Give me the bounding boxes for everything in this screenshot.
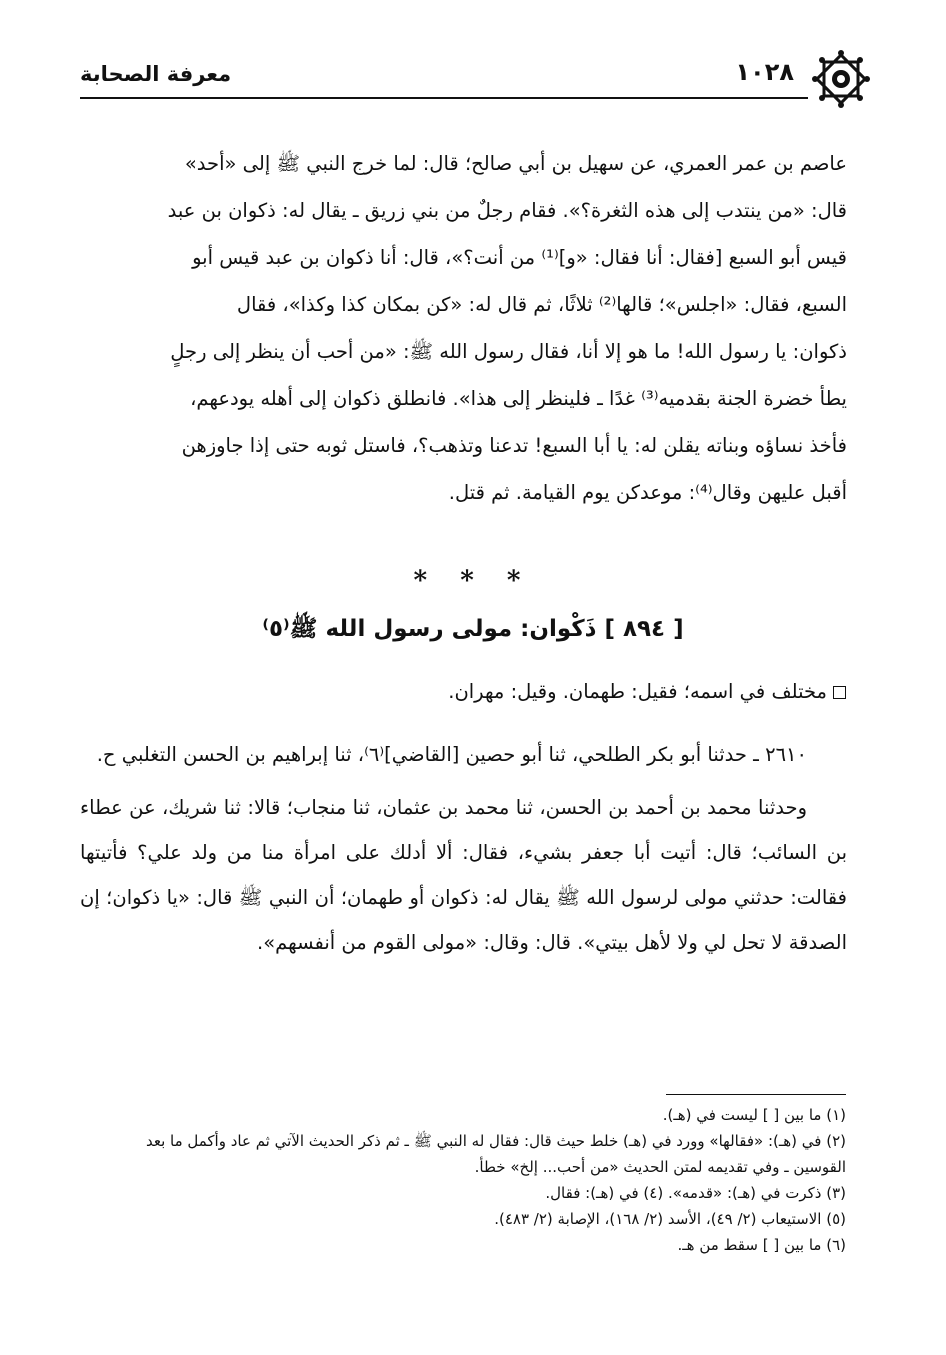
footnote: (٥) الاستيعاب (٢/ ٤٩)، الأسد (٢/ ١٦٨)، الإصابة (٢/ ٤٨٣). bbox=[494, 1210, 846, 1228]
intro-note bbox=[448, 680, 846, 703]
footnote-divider bbox=[666, 1094, 846, 1095]
text-line: فأخذ نساؤه وبناته يقلن له: يا أبا السبع! تدعنا وتذهب؟، فاستل ثوبه حتى إذا جاوزهن bbox=[181, 434, 847, 457]
footnote: (٣) ذكرت في (هـ): «قدمه». (٤) في (هـ): فقال. bbox=[545, 1184, 846, 1202]
footnote: (٦) ما بين [ ] سقط من هـ. bbox=[677, 1236, 846, 1254]
text-line: السبع، فقال: «اجلس»؛ قالها⁽²⁾ ثلاثًا، ثم قال له: «كن بمكان كذا وكذا»، فقال bbox=[236, 293, 847, 316]
page-header bbox=[80, 56, 872, 96]
footnotes bbox=[96, 1102, 846, 1258]
book-title: معرفة الصحابة bbox=[80, 62, 232, 86]
ornament-icon bbox=[810, 48, 872, 110]
text-line: أقبل عليهن وقال⁽⁴⁾: موعدكن يوم القيامة. ثم قتل. bbox=[448, 481, 847, 504]
header-divider bbox=[80, 97, 808, 99]
text-line: ذكوان: يا رسول الله! ما هو إلا أنا، فقال رسول الله ﷺ: «من أحب أن ينظر إلى رجلٍ bbox=[170, 340, 847, 363]
hadith-paragraph: وحدثنا محمد بن أحمد بن الحسن، ثنا محمد بن عثمان، ثنا منجاب؛ قالا: ثنا شريك، عن عطاء بن السائب؛ قال: أتيت أبا جعفر بشيء، فقال: ألا أدلك على امرأة منا من ولد علي؟ فأتيتها فقالت: حدثني مولى لرسول الله ﷺ يقال له: ذكوان أو طهمان؛ أن النبي ﷺ قال: «يا ذكوان؛ إن الصدقة لا تحل لي ولا لأهل بيتي». قال: وقال: «مولى القوم من أنفسهم». bbox=[80, 796, 847, 954]
section-separator: * * * bbox=[413, 566, 533, 596]
square-bullet-icon bbox=[833, 686, 846, 699]
hadith-paragraph: ٢٦١٠ ـ حدثنا أبو بكر الطلحي، ثنا أبو حصين [القاضي]⁽٦⁾، ثنا إبراهيم بن الحسن التغلبي ح. bbox=[96, 743, 807, 766]
main-text bbox=[80, 140, 847, 516]
text-line: قال: «من ينتدب إلى هذه الثغرة؟». فقام رجلٌ من بني زريق ـ يقال له: ذكوان بن عبد bbox=[167, 199, 847, 222]
page-number: ١٠٢٨ bbox=[735, 58, 794, 86]
footnote: (١) ما بين [ ] ليست في (هـ). bbox=[662, 1106, 846, 1124]
text-line: قيس أبو السبع [فقال: أنا فقال: «و]⁽¹⁾ من أنت؟»، قال: أنا ذكوان بن عبد قيس أبو bbox=[192, 246, 847, 269]
footnote: (٢) في (هـ): «فقالها» وورد في (هـ) خلط حيث قال: فقال له النبي ﷺ ـ ثم ذكر الحديث الآتي ثم عاد وأكمل ما بعد القوسين ـ وفي تقديمه لمتن الحديث «من أحب... إلخ» خطأ. bbox=[145, 1132, 846, 1176]
intro-text: مختلف في اسمه؛ فقيل: طهمان. وقيل: مهران. bbox=[448, 680, 827, 703]
text-line: يطأ خضرة الجنة بقدميه⁽³⁾ غدًا ـ فلينظر إلى هذا». فانطلق ذكوان إلى أهله يودعهم، bbox=[190, 387, 847, 410]
section-heading: [ ٨٩٤ ] ذَكْوان: مولى رسول الله ﷺ⁽٥⁾ bbox=[262, 616, 684, 642]
hadith-text bbox=[80, 732, 847, 973]
text-line: عاصم بن عمر العمري، عن سهيل بن أبي صالح؛ قال: لما خرج النبي ﷺ إلى «أحد» bbox=[184, 152, 847, 175]
